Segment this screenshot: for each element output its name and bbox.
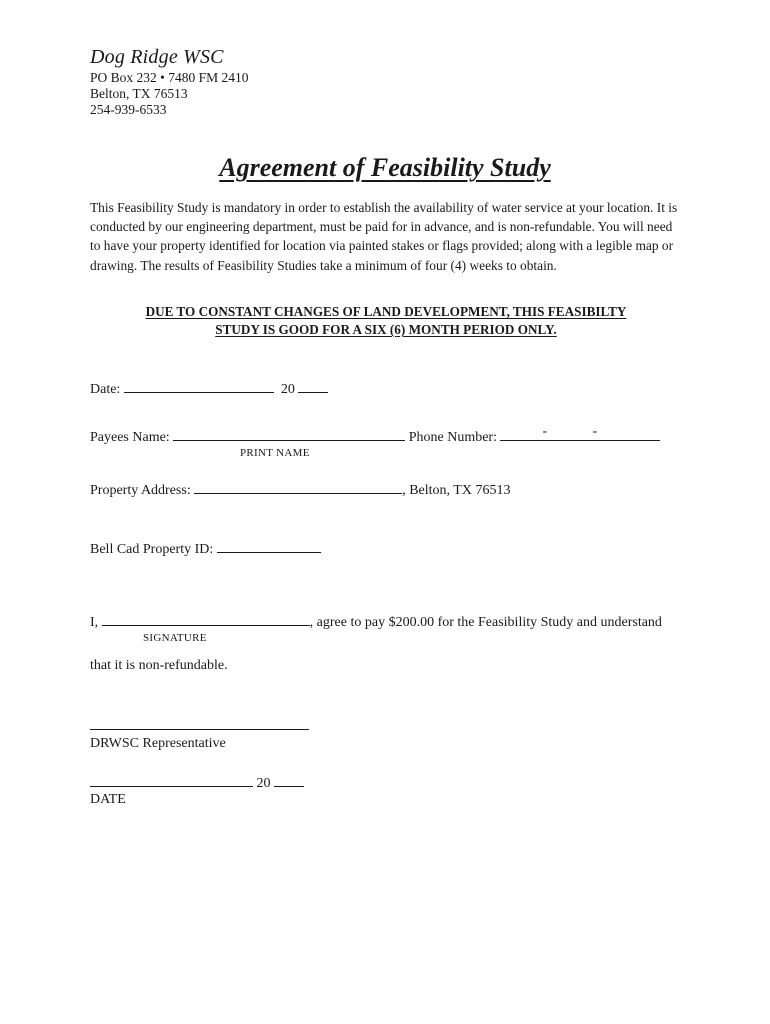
representative-label: DRWSC Representative [90, 736, 226, 751]
date-row [90, 380, 328, 398]
signature-label: SIGNATURE [143, 632, 207, 644]
signature-field[interactable] [102, 613, 310, 626]
validity-warning [90, 303, 682, 339]
date-year-field[interactable] [298, 380, 328, 393]
bell-cad-row [90, 540, 321, 558]
warning-line-2: STUDY IS GOOD FOR A SIX (6) MONTH PERIOD ONLY. [215, 322, 557, 337]
property-address-row [90, 481, 510, 499]
agreement-text: , agree to pay $200.00 for the Feasibility Study and understand [309, 615, 662, 630]
representative-signature-line[interactable] [90, 729, 309, 730]
bottom-date-year-prefix: 20 [256, 776, 271, 791]
property-city: , Belton, TX 76513 [402, 483, 511, 498]
organization-phone: 254-939-6533 [90, 102, 167, 117]
date-label: Date: [90, 382, 121, 397]
phone-separator-1: - [542, 424, 548, 439]
address-line-1: PO Box 232 • 7480 FM 2410 [90, 70, 249, 85]
phone-number-field[interactable] [500, 424, 660, 441]
document-title: Agreement of Feasibility Study [219, 153, 551, 182]
phone-separator-2: - [592, 424, 598, 439]
bell-cad-field[interactable] [217, 540, 321, 553]
payee-name-label: Payees Name: [90, 430, 170, 445]
agreement-prefix: I, [90, 615, 99, 630]
bottom-date-year-field[interactable] [274, 774, 304, 787]
date-caption: DATE [90, 792, 126, 807]
intro-paragraph: This Feasibility Study is mandatory in order to establish the availability of water service at your location. It is conducted by our engineering department, must be paid for in advance, and is non-refundable. You will need to have your property identified for location via painted stakes or flags provided; along with a legible map or drawing. The results of Feasibility Studies take a minimum of four (4) weeks to obtain. [90, 200, 678, 273]
address-line-2: Belton, TX 76513 [90, 86, 188, 101]
warning-line-1: DUE TO CONSTANT CHANGES OF LAND DEVELOPMENT, THIS FEASIBILTY [145, 304, 627, 319]
agreement-row [90, 613, 662, 631]
payee-row [90, 424, 660, 446]
bell-cad-label: Bell Cad Property ID: [90, 542, 214, 557]
date-field[interactable] [124, 380, 274, 393]
phone-number-label: Phone Number: [408, 430, 497, 445]
bottom-date-field[interactable] [90, 774, 253, 787]
payee-name-field[interactable] [173, 428, 405, 441]
bottom-date-row [90, 774, 304, 792]
organization-name: Dog Ridge WSC [90, 46, 224, 68]
property-address-field[interactable] [194, 481, 402, 494]
agreement-continued: that it is non-refundable. [90, 658, 228, 673]
property-address-label: Property Address: [90, 483, 191, 498]
print-name-label: PRINT NAME [240, 447, 310, 459]
date-year-prefix: 20 [280, 382, 295, 397]
